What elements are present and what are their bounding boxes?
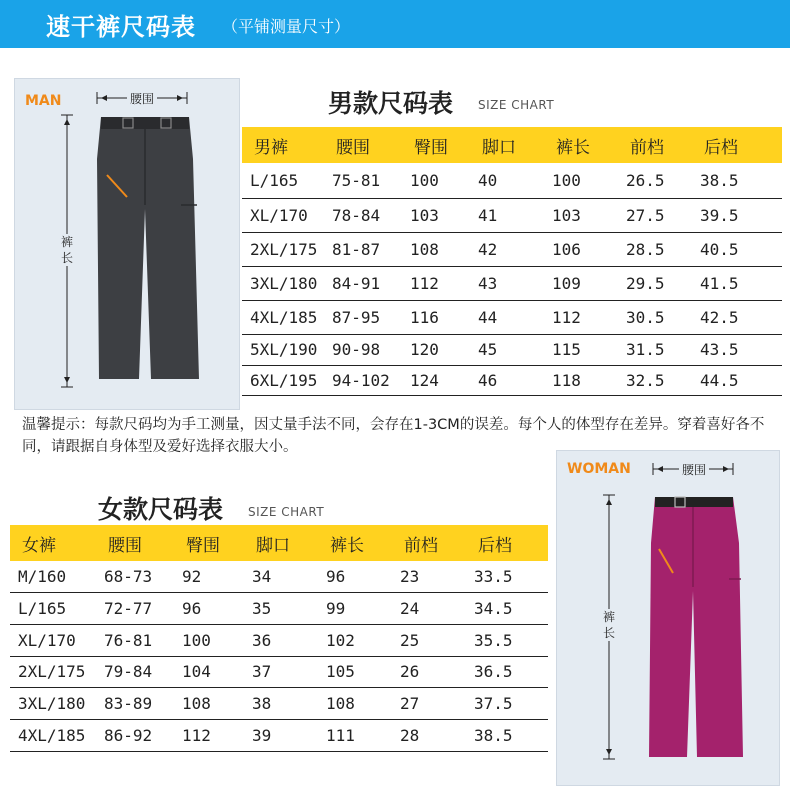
- column-header: 男裤: [242, 127, 324, 163]
- table-cell: 2XL/175: [10, 656, 96, 687]
- table-cell: 4XL/185: [242, 300, 324, 334]
- column-header: 臀围: [402, 127, 470, 163]
- table-cell: 27: [392, 687, 466, 719]
- column-header: 后档: [466, 525, 548, 561]
- table-cell: 31.5: [618, 334, 692, 365]
- column-header: 裤长: [318, 525, 392, 561]
- table-cell: 120: [402, 334, 470, 365]
- table-cell: 39: [244, 719, 318, 751]
- table-cell: 100: [402, 163, 470, 198]
- table-cell: 24: [392, 592, 466, 624]
- table-cell: 86-92: [96, 719, 174, 751]
- table-cell: 38.5: [692, 163, 782, 198]
- table-cell: 81-87: [324, 232, 402, 266]
- table-cell: 26.5: [618, 163, 692, 198]
- table-cell: 27.5: [618, 198, 692, 232]
- men-waist-label: 腰围: [127, 90, 157, 107]
- table-cell: 111: [318, 719, 392, 751]
- table-cell: 43: [470, 266, 544, 300]
- table-cell: 23: [392, 561, 466, 592]
- table-cell: 79-84: [96, 656, 174, 687]
- table-cell: 41: [470, 198, 544, 232]
- column-header: 脚口: [470, 127, 544, 163]
- table-cell: 37: [244, 656, 318, 687]
- table-cell: 28: [392, 719, 466, 751]
- page-title: 速干裤尺码表: [46, 13, 196, 41]
- men-length-label: 裤 长: [60, 235, 73, 265]
- table-cell: 35.5: [466, 624, 548, 656]
- table-cell: 100: [544, 163, 618, 198]
- table-cell: 103: [402, 198, 470, 232]
- table-cell: 105: [318, 656, 392, 687]
- women-waist-label: 腰围: [679, 461, 709, 478]
- men-table-header-row: [242, 127, 782, 163]
- page-subtitle: （平铺测量尺寸）: [222, 17, 351, 36]
- table-cell: 112: [402, 266, 470, 300]
- column-header: 腰围: [96, 525, 174, 561]
- table-row: [10, 656, 548, 687]
- table-cell: 44.5: [692, 365, 782, 395]
- table-cell: 33.5: [466, 561, 548, 592]
- table-cell: 3XL/180: [242, 266, 324, 300]
- table-row: [242, 163, 782, 198]
- table-cell: 108: [318, 687, 392, 719]
- table-cell: 6XL/195: [242, 365, 324, 395]
- table-cell: 116: [402, 300, 470, 334]
- measurement-note: 温馨提示：每款尺码均为手工测量，因丈量手法不同，会存在1-3CM的误差。每个人的体型存在差异。穿着喜好各不同，请跟据自身体型及爱好选择衣服大小。: [22, 417, 765, 455]
- table-cell: 40: [470, 163, 544, 198]
- table-cell: 96: [318, 561, 392, 592]
- table-cell: 124: [402, 365, 470, 395]
- table-cell: 94-102: [324, 365, 402, 395]
- table-cell: 4XL/185: [10, 719, 96, 751]
- table-cell: 96: [174, 592, 244, 624]
- column-header: 前档: [392, 525, 466, 561]
- table-row: [10, 561, 548, 592]
- table-cell: 32.5: [618, 365, 692, 395]
- women-table-header-row: [10, 525, 548, 561]
- table-cell: 108: [174, 687, 244, 719]
- table-cell: 30.5: [618, 300, 692, 334]
- table-cell: 36.5: [466, 656, 548, 687]
- table-cell: 112: [544, 300, 618, 334]
- table-cell: 84-91: [324, 266, 402, 300]
- table-cell: 75-81: [324, 163, 402, 198]
- table-cell: L/165: [242, 163, 324, 198]
- table-row: [10, 592, 548, 624]
- table-cell: 2XL/175: [242, 232, 324, 266]
- table-cell: L/165: [10, 592, 96, 624]
- women-size-table: [10, 525, 548, 752]
- women-pants-photo: [556, 450, 780, 786]
- table-cell: 83-89: [96, 687, 174, 719]
- table-cell: 104: [174, 656, 244, 687]
- table-cell: 109: [544, 266, 618, 300]
- table-cell: 25: [392, 624, 466, 656]
- table-cell: 34.5: [466, 592, 548, 624]
- table-row: [242, 232, 782, 266]
- table-cell: 42: [470, 232, 544, 266]
- column-header: 脚口: [244, 525, 318, 561]
- woman-label: WOMAN: [567, 461, 631, 477]
- table-row: [10, 624, 548, 656]
- column-header: 腰围: [324, 127, 402, 163]
- table-cell: 28.5: [618, 232, 692, 266]
- table-cell: 90-98: [324, 334, 402, 365]
- table-cell: 108: [402, 232, 470, 266]
- women-length-label: 裤 长: [602, 610, 615, 640]
- column-header: 前档: [618, 127, 692, 163]
- table-cell: 45: [470, 334, 544, 365]
- table-cell: 68-73: [96, 561, 174, 592]
- women-pants-image: [557, 451, 779, 785]
- table-cell: 115: [544, 334, 618, 365]
- women-section-subtitle: SIZE CHART: [248, 505, 325, 519]
- men-pants-photo: [14, 78, 240, 410]
- table-cell: 118: [544, 365, 618, 395]
- table-cell: 46: [470, 365, 544, 395]
- table-row: [10, 687, 548, 719]
- table-row: [242, 300, 782, 334]
- table-row: [242, 334, 782, 365]
- table-cell: 78-84: [324, 198, 402, 232]
- men-section-subtitle: SIZE CHART: [478, 98, 555, 112]
- column-header: 女裤: [10, 525, 96, 561]
- table-cell: XL/170: [10, 624, 96, 656]
- table-cell: 29.5: [618, 266, 692, 300]
- table-cell: 92: [174, 561, 244, 592]
- table-cell: 38: [244, 687, 318, 719]
- table-cell: 43.5: [692, 334, 782, 365]
- table-cell: 112: [174, 719, 244, 751]
- table-cell: 37.5: [466, 687, 548, 719]
- table-cell: 35: [244, 592, 318, 624]
- table-cell: 102: [318, 624, 392, 656]
- table-cell: 72-77: [96, 592, 174, 624]
- table-cell: 100: [174, 624, 244, 656]
- men-pants-image: [15, 79, 239, 409]
- table-cell: 103: [544, 198, 618, 232]
- table-cell: 39.5: [692, 198, 782, 232]
- column-header: 臀围: [174, 525, 244, 561]
- man-label: MAN: [25, 93, 62, 109]
- column-header: 裤长: [544, 127, 618, 163]
- table-cell: 3XL/180: [10, 687, 96, 719]
- table-cell: 41.5: [692, 266, 782, 300]
- table-cell: M/160: [10, 561, 96, 592]
- table-cell: 26: [392, 656, 466, 687]
- table-row: [10, 719, 548, 751]
- women-section-title: 女款尺码表: [98, 495, 224, 524]
- table-cell: 106: [544, 232, 618, 266]
- table-cell: 34: [244, 561, 318, 592]
- table-row: [242, 266, 782, 300]
- table-row: [242, 365, 782, 395]
- men-size-table: [242, 127, 782, 396]
- page-header: [0, 0, 790, 48]
- table-row: [242, 198, 782, 232]
- table-cell: 38.5: [466, 719, 548, 751]
- table-cell: XL/170: [242, 198, 324, 232]
- table-cell: 87-95: [324, 300, 402, 334]
- table-cell: 99: [318, 592, 392, 624]
- table-cell: 40.5: [692, 232, 782, 266]
- table-cell: 76-81: [96, 624, 174, 656]
- column-header: 后档: [692, 127, 782, 163]
- table-cell: 36: [244, 624, 318, 656]
- table-cell: 44: [470, 300, 544, 334]
- table-cell: 42.5: [692, 300, 782, 334]
- men-section-title: 男款尺码表: [328, 89, 454, 118]
- table-cell: 5XL/190: [242, 334, 324, 365]
